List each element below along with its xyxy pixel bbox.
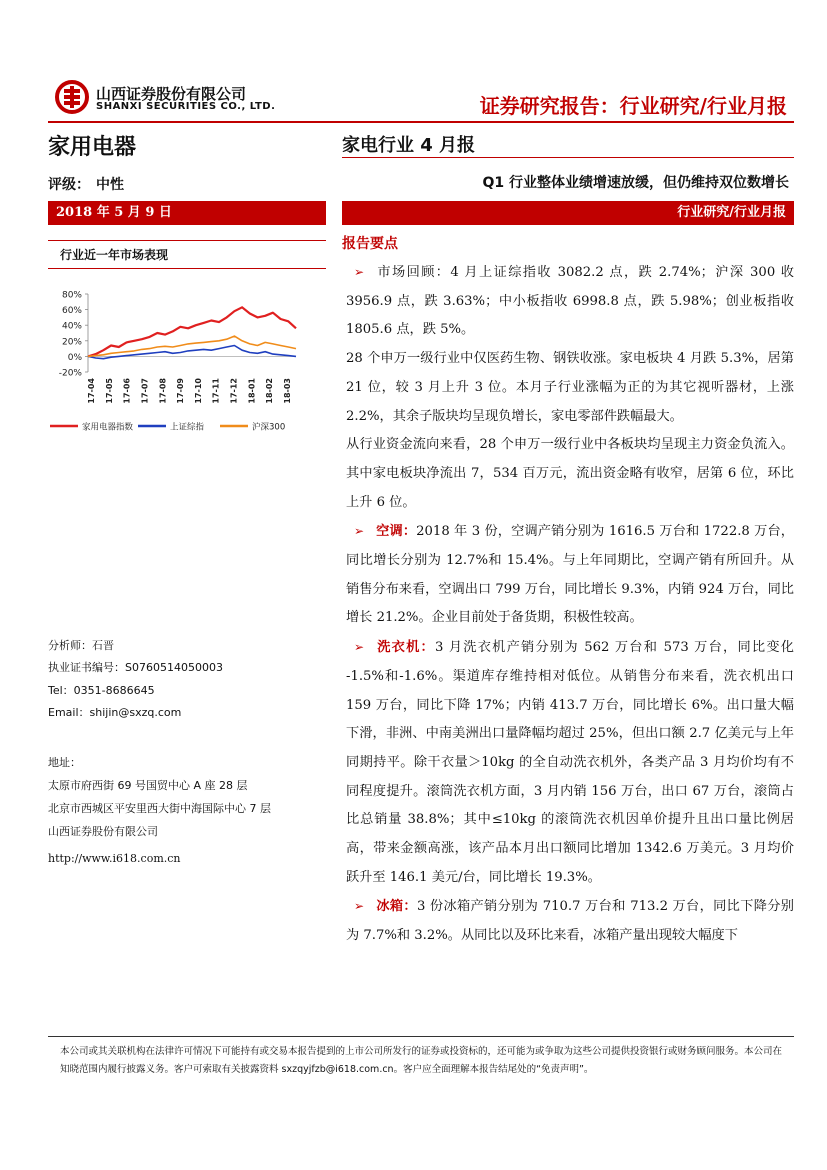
paragraph-refrigerator: ➢ 冰箱：3 份冰箱产销分别为 710.7 万台和 713.2 万台，同比下降分别为 7.7%和 3.2%。从同比以及环比来看，冰箱产量出现较大幅度下 xyxy=(346,892,794,950)
x-tick-label: 17-05 xyxy=(104,378,114,404)
company-website-link[interactable]: http://www.i618.com.cn xyxy=(48,852,181,865)
x-tick-label: 17-08 xyxy=(158,378,168,404)
bullet-arrow-icon: ➢ xyxy=(354,524,365,539)
analyst-license: 执业证书编号：S0760514050003 xyxy=(48,661,223,674)
series-line xyxy=(88,307,296,356)
address-company: 山西证券股份有限公司 xyxy=(48,825,158,838)
analyst-tel: Tel：0351-8686645 xyxy=(48,684,155,697)
footer-divider xyxy=(48,1036,794,1037)
paragraph-fund-flow: 从行业资金流向来看，28 个申万一级行业中各板块均呈现主力资金负流入。其中家电板块净流出 7，534 百万元，流出资金略有收窄，居第 6 位，环比上升 6 位。 xyxy=(346,437,794,510)
analyst-email[interactable]: Email：shijin@sxzq.com xyxy=(48,706,182,719)
y-tick-label: 20% xyxy=(61,337,82,348)
report-type-title: 证券研究报告：行业研究/行业月报 xyxy=(479,94,787,118)
paragraph-air-conditioner: ➢ 空调：2018 年 3 份，空调产销分别为 1616.5 万台和 1722.8 万台，同比增长分别为 12.7%和 15.4%。与上年同期比，空调产销有所回升。从销售分布来看，空调出口 799 万台，同比增长 9.3%，内销 924 万台，同比增长 21.2%。企业目前处于备货期，积极性较高。 xyxy=(346,517,794,633)
analyst-name: 分析师：石晋 xyxy=(48,639,114,652)
rating-value: 中性 xyxy=(96,177,124,193)
x-tick-label: 18-01 xyxy=(247,378,257,404)
x-tick-label: 17-09 xyxy=(176,378,186,404)
company-name-cn: 山西证券股份有限公司 xyxy=(96,85,247,103)
report-date: 2018 年 5 月 9 日 xyxy=(48,201,326,225)
x-tick-label: 17-11 xyxy=(211,378,221,404)
header-divider xyxy=(48,121,794,123)
report-category-bar: 行业研究/行业月报 xyxy=(342,201,794,225)
legend-label: 家用电器指数 xyxy=(82,422,134,433)
chart-title-divider-bottom xyxy=(48,268,326,269)
address-line-beijing: 北京市西城区平安里西大街中海国际中心 7 层 xyxy=(48,802,271,815)
report-subtitle: Q1 行业整体业绩增速放缓，但仍维持双位数增长 xyxy=(482,175,789,191)
y-tick-label: 80% xyxy=(61,290,82,301)
x-tick-label: 17-12 xyxy=(229,378,239,404)
chart-title-divider-top xyxy=(48,240,326,241)
x-tick-label: 17-04 xyxy=(87,378,96,404)
bullet-arrow-icon: ➢ xyxy=(354,265,365,279)
x-tick-label: 17-06 xyxy=(122,378,132,404)
x-tick-label: 18-02 xyxy=(265,378,275,404)
address-line-taiyuan: 太原市府西街 69 号国贸中心 A 座 28 层 xyxy=(48,779,248,792)
report-body xyxy=(346,258,794,951)
summary-heading: 报告要点 xyxy=(342,236,398,252)
address-label: 地址： xyxy=(48,756,81,769)
y-tick-label: 60% xyxy=(61,306,82,317)
x-tick-label: 17-10 xyxy=(193,378,203,404)
title-divider xyxy=(342,157,794,158)
company-name-en: SHANXI SECURITIES CO., LTD. xyxy=(96,101,276,112)
market-performance-chart xyxy=(48,286,308,446)
bullet-arrow-icon: ➢ xyxy=(354,899,365,914)
paragraph-sector-ranking: 28 个申万一级行业中仅医药生物、钢铁收涨。家电板块 4 月跌 5.3%，居第 21 位，较 3 月上升 3 位。本月子行业涨幅为正的为其它视听器材，上涨 2.2%，其余子版块均呈现负增长，家电零部件跌幅最大。 xyxy=(346,351,794,424)
disclaimer-text: 本公司或其关联机构在法律许可情况下可能持有或交易本报告提到的上市公司所发行的证券或投资标的，还可能为或争取为这些公司提供投资银行或财务顾问服务。本公司在知晓范围内履行披露义务。客户可索取有关披露资料 sxzqyjfzb@i618.com.cn。客户应全面理解本报告结尾处的“免责声明”。 xyxy=(60,1046,783,1075)
chart-title: 行业近一年市场表现 xyxy=(60,248,169,262)
paragraph-market-review: ➢ 市场回顾：4 月上证综指收 3082.2 点，跌 2.74%；沪深 300 收 3956.9 点，跌 3.63%；中小板指收 6998.8 点，跌 5.98%；创业板指收 1805.6 点，跌 5%。 xyxy=(346,258,794,345)
legend-label: 上证综指 xyxy=(170,422,205,433)
legend-label: 沪深300 xyxy=(252,422,286,433)
bullet-arrow-icon: ➢ xyxy=(354,640,365,655)
report-title: 家电行业 4 月报 xyxy=(342,135,476,156)
y-tick-label: 0% xyxy=(67,352,82,363)
rating-label: 评级： xyxy=(48,177,90,193)
y-tick-label: 40% xyxy=(61,321,82,332)
paragraph-washing-machine: ➢ 洗衣机：3 月洗衣机产销分别为 562 万台和 573 万台，同比变化 -1.5%和-1.6%。渠道库存维持相对低位。从销售分布来看，洗衣机出口 159 万台，同比下降 17%；内销 413.7 万台，同比增长 6%。出口量大幅下滑，非洲、中南美洲出口量降幅均超过 25%，但出口额 2.7 亿美元与上年同期持平。除干衣量＞10kg 的全自动洗衣机外，各类产品 3 月均价均有不同程度提升。滚筒洗衣机方面，3 月内销 156 万台，出口 67 万台，滚筒占比总销量 38.8%；其中≤10kg 的滚筒洗衣机因单价提升且出口量比例居高，带来金额高涨，该产品本月出口额同比增加 1342.6 万美元。3 月均价跃升至 146.1 美元/台，同比增长 19.3%。 xyxy=(346,633,794,892)
sector-title: 家用电器 xyxy=(48,135,137,160)
company-logo-icon xyxy=(55,80,89,114)
x-tick-label: 18-03 xyxy=(283,378,292,404)
y-tick-label: -20% xyxy=(58,368,82,379)
x-tick-label: 17-07 xyxy=(140,378,150,404)
